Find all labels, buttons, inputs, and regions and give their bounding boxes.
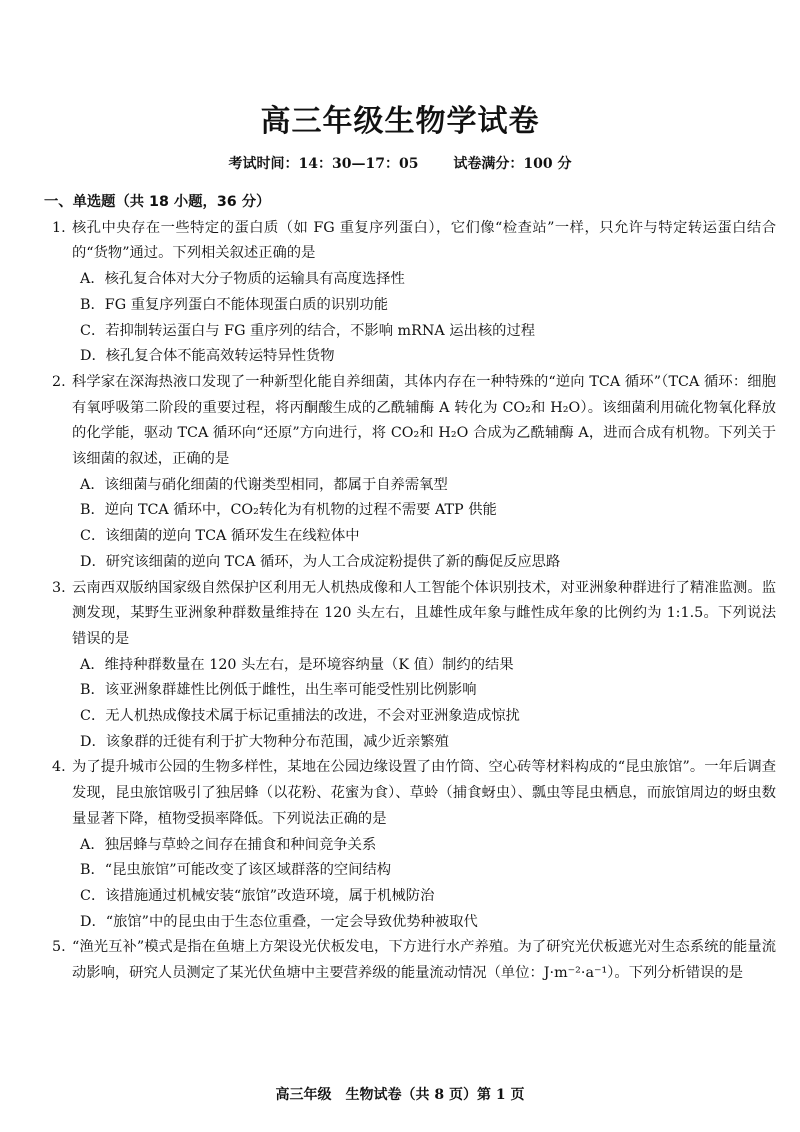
question-stem: “渔光互补”模式是指在鱼塘上方架设光伏板发电，下方进行水产养殖。为了研究光伏板遮光对生态系统的能量流动影响，研究人员测定了某光伏鱼塘中主要营养级的能量流动情况（单位：J·m⁻²·a⁻¹）。下列分析错误的是	[72, 939, 776, 982]
question-block	[44, 935, 776, 986]
question-block	[44, 370, 776, 576]
question-stem: 科学家在深海热液口发现了一种新型化能自养细菌，其体内存在一种特殊的“逆向 TCA 循环”（TCA 循环：细胞有氧呼吸第二阶段的重要过程，将丙酮酸生成的乙酰辅酶 A 转化为 CO₂和 H₂O）。该细菌利用硫化物氧化释放的化学能，驱动 TCA 循环向“还原”方向进行，将 CO₂和 H₂O 合成为乙酰辅酶 A，进而合成有机物。下列关于该细菌的叙述，正确的是	[72, 373, 776, 468]
answer-option: B．FG 重复序列蛋白不能体现蛋白质的识别功能	[80, 296, 389, 313]
question-stem: 核孔中央存在一些特定的蛋白质（如 FG 重复序列蛋白），它们像“检查站”一样，只允许与特定转运蛋白结合的“货物”通过。下列相关叙述正确的是	[72, 219, 776, 262]
exam-time: 考试时间：14：30—17：05	[228, 156, 419, 172]
answer-option: C．该细菌的逆向 TCA 循环发生在线粒体中	[80, 528, 360, 545]
section-heading: 一、单选题（共 18 小题，36 分）	[44, 194, 271, 210]
question-block	[44, 216, 776, 370]
question-block	[44, 755, 776, 935]
question-stem-row	[44, 935, 776, 986]
answer-option: A．维持种群数量在 120 头左右，是环境容纳量（K 值）制约的结果	[80, 656, 514, 673]
question-number: 2.	[52, 373, 66, 390]
answer-option: B．“昆虫旅馆”可能改变了该区域群落的空间结构	[80, 862, 392, 879]
question-stem-row	[44, 216, 776, 267]
question-stem-row	[44, 370, 776, 473]
question-number: 3.	[52, 579, 66, 596]
exam-meta	[0, 153, 800, 173]
question-list	[44, 216, 776, 987]
question-block	[44, 576, 776, 756]
answer-option: D．研究该细菌的逆向 TCA 循环，为人工合成淀粉提供了新的酶促反应思路	[80, 553, 561, 570]
answer-option: D．“旅馆”中的昆虫由于生态位重叠，一定会导致优势种被取代	[80, 913, 478, 930]
answer-option: C．若抑制转运蛋白与 FG 重序列的结合，不影响 mRNA 运出核的过程	[80, 322, 536, 339]
question-number: 4.	[52, 759, 66, 776]
page-footer: 高三年级 生物试卷（共 8 页）第 1 页	[275, 1087, 525, 1103]
question-stem-row	[44, 755, 776, 832]
page-title: 高三年级生物学试卷	[260, 104, 540, 139]
answer-option: D．该象群的迁徙有利于扩大物种分布范围，减少近亲繁殖	[80, 733, 449, 750]
answer-option: B．该亚洲象群雄性比例低于雌性，出生率可能受性别比例影响	[80, 682, 477, 699]
answer-option: B．逆向 TCA 循环中，CO₂转化为有机物的过程不需要 ATP 供能	[80, 502, 497, 519]
answer-option: D．核孔复合体不能高效转运特异性货物	[80, 348, 335, 365]
exam-score: 试卷满分：100 分	[453, 156, 572, 172]
question-number: 1.	[52, 219, 66, 236]
question-stem: 云南西双版纳国家级自然保护区利用无人机热成像和人工智能个体识别技术，对亚洲象种群进行了精准监测。监测发现，某野生亚洲象种群数量维持在 120 头左右，且雄性成年象与雌性成年象的比例约为 1:1.5。下列说法错误的是	[72, 579, 776, 647]
answer-option: A．独居蜂与草蛉之间存在捕食和种间竞争关系	[80, 836, 377, 853]
answer-option: C．该措施通过机械安装“旅馆”改造环境，属于机械防治	[80, 887, 435, 904]
question-stem: 为了提升城市公园的生物多样性，某地在公园边缘设置了由竹筒、空心砖等材料构成的“昆虫旅馆”。一年后调查发现，昆虫旅馆吸引了独居蜂（以花粉、花蜜为食）、草蛉（捕食蚜虫）、瓢虫等昆虫栖息，而旅馆周边的蚜虫数量显著下降，植物受损率降低。下列说法正确的是	[72, 759, 776, 827]
question-stem-row	[44, 576, 776, 653]
answer-option: C．无人机热成像技术属于标记重捕法的改进，不会对亚洲象造成惊扰	[80, 708, 520, 725]
exam-body	[44, 190, 776, 987]
answer-option: A．核孔复合体对大分子物质的运输具有高度选择性	[80, 271, 405, 288]
question-number: 5.	[52, 939, 66, 956]
answer-option: A．该细菌与硝化细菌的代谢类型相同，都属于自养需氧型	[80, 476, 448, 493]
